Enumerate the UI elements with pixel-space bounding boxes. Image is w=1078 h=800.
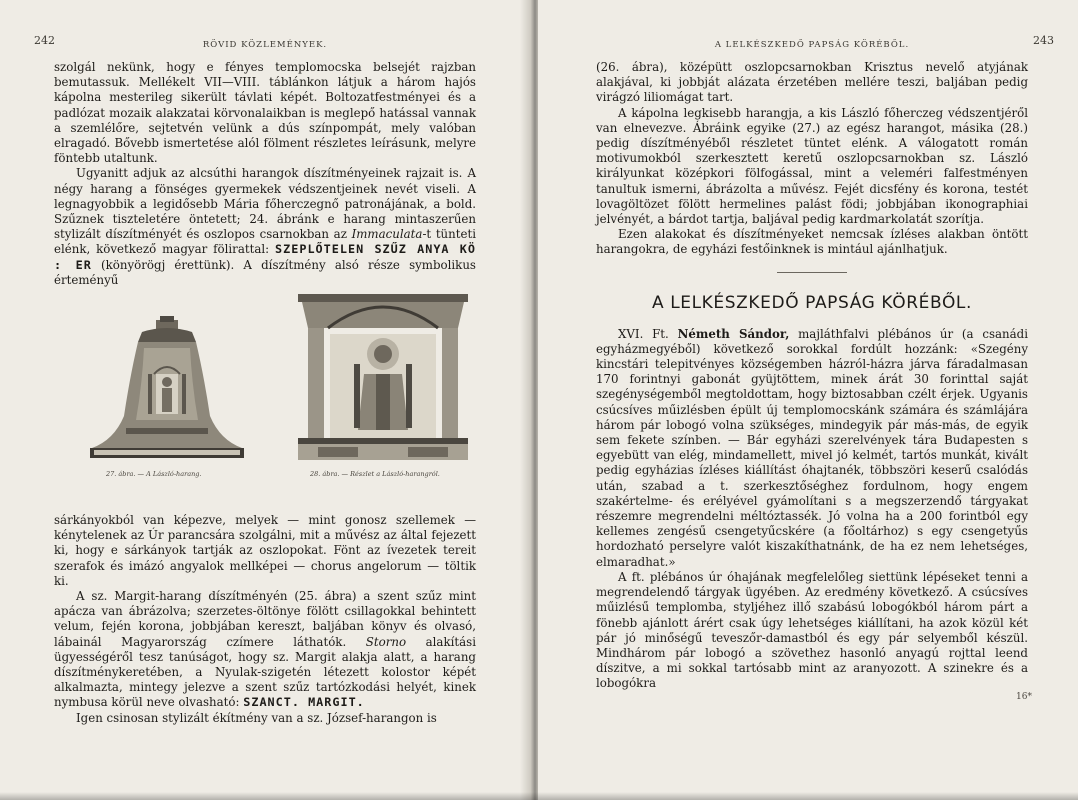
left-paragraph-4-start: A sz. Margit-harang díszítményén (25. ábra) a szent szűz mint apácza van ábrázolva; szerzetes-öltönye fölött csillagokkal behintett velum, fején korona, jobbjában kereszt, baljában könyv és olvasó, lábainál Magyarország czímere láthatók. <box>54 589 476 649</box>
left-paragraph-2-end: (könyörögj érettünk). A díszítmény alsó része symbolikus érteményű <box>54 257 476 287</box>
letter-number: XVI. Ft. <box>618 326 678 341</box>
left-paragraph-2-mid: -t tünteti elénk, következő magyar fölirattal: <box>54 227 476 257</box>
section-heading: A LELKÉSZKEDŐ PAPSÁG KÖRÉBŐL. <box>651 292 973 313</box>
left-paragraph-3: sárkányokból van képezve, melyek — mint gonosz szellemek — kénytelenek az Úr parancsára szolgálni, mit a művész az által fejezett ki, hogy e sárkányok tartják az oszlopokat. Fönt az ívezetek tereit szerafok és imázó angyalok mellképei — chorus angelorum — töltik ki. <box>54 513 476 588</box>
figures-block <box>54 294 476 509</box>
left-paragraph-2-start: Ugyanitt adjuk az alcsúthi harangok díszítményeinek rajzait is. A négy harang a fönséges gyermekek védszentjeinek nevét viseli. A legnagyobbik a legidősebb Mária főherczegnő patronájának, a bold. Szűznek tiszteletére öntetett; 24. ábránk e harang mintaszerűen stylizált díszítményét és oszlopos csarnokban az <box>54 166 476 242</box>
figure-27-caption: 27. ábra. — A László-harang. <box>106 470 202 479</box>
right-page-number: 243 <box>1033 34 1054 47</box>
right-paragraph-5: A ft. plébános úr óhajának megfelelőleg siettünk lépéseket tenni a megrendelendő tárgyak ügyében. Az eredmény következő. A csúcsíves műizlésű templomba, styljéhez illő szabású lobogókból három párt a fönebb ajánlott árért csak úgy lehetséges kiállítani, ha azok közül két pár jó minőségű teveszőr-damastból és egy pár selyemből készül. Mindhárom pár lobogó a szövethez hasonló anyagú rojttal leend díszitve, a mi sokkal tartósabb mint az aranyozott. A szinekre és a lobogókra <box>596 569 1028 691</box>
right-running-title: A LELKÉSZKEDŐ PAPSÁG KÖRÉBŐL. <box>714 40 910 50</box>
right-paragraph-2: A kápolna legkisebb harangja, a kis László főherczeg védszentjéről van elnevezve. Ábráink egyike (27.) az egész harangot, másika (28.) pedig díszítményéből részletet tüntet elénk. A válogatott román motivumokból szerkesztett keretű oszlopcsarnokban sz. László királyunkat középkori fölfogással, mint a veleméri falfestményen tanultuk ismerni, ábrázolta a művész. Fejét dicsfény és korona, testét lovagöltözet fölött hermelines palást födi; jobbjában ikonographiai jelvényét, a bárdot tartja, baljával pedig kardmarkolatát szorítja. <box>596 105 1028 227</box>
left-paragraph-2 <box>54 166 476 288</box>
bell-inscription-maria: SZEPLŐTELEN SZŰZ ANYA KÖ : ER <box>54 242 476 272</box>
right-paragraph-4 <box>596 327 1028 570</box>
left-running-title: RÖVID KÖZLEMÉNYEK. <box>202 40 328 50</box>
left-paragraph-1: szolgál nekünk, hogy e fényes templomocska belsejét rajzban bemutassuk. Mellékelt VII—VIII. táblánkon látjuk a három hajós kápolna mesterileg sikerült távlati képét. Boltozatfestményei és a padlózat mozaik alakzatai körvonalaikban is meglepő hatással vannak a szemlélőre, sejtetvén velünk a dús színpompát, mely valóban elragadó. Bővebb ismertetése alól fölment részletes leírásunk, melyre föntebb utaltunk. <box>54 60 476 166</box>
right-paragraph-3: Ezen alakokat és díszítményeket nemcsak ízléses alakban öntött harangokra, de egyházi festőinknek is mintául ajánlhatjuk. <box>596 227 1028 257</box>
bell-inscription-margit: SZANCT. MARGIT. <box>243 695 365 710</box>
right-page <box>538 0 1078 800</box>
figure-bell <box>82 316 252 466</box>
letter-body: majláthfalvi plébános úr (a csanádi egyházmegyéből) következő sorokkal fordúlt hozzánk: «Szegény kincstári telepitvényes községemben házról-házra járva fáradalmasan 170 forintnyi gabonát gyüjtöttem, minek árát 30 forinttal saját szegénységemből megtoldottam, hogy biztosabban czélt érjek. Ugyanis csúcsíves műizlésben épült új templomocskánk számára és számlájára három pár lobogó volna szükséges, mindegyik pár más-más, de egyik sem fekete színben. — Bár egyházi szerelvények tára Budapesten s egyebütt van elég, mindamellett, mivel jó kelmét, tartós munkát, kivált pedig egyházias ízléses kiállítást óhajtanék, többszöri keserű csalódás után, szabad a t. szerkesztőséghez fordulnom, hogy engem szakértelme- és erélyével gyámolítani s a megszerzendő tárgyakat részemre megrendelni méltóztassék. Jó volna ha a 200 forintból egy kellemes zengésű csengetyűcskére (a főoltárhoz) s egy csengetyűs hordozható perselyre valót kiszakíthatnánk, de ha ez nem lehetséges, elmaradhat.» <box>596 326 1028 569</box>
right-running-head <box>596 34 1054 60</box>
left-paragraph-5: Igen csinosan stylizált ékítmény van a sz. József-harangon is <box>76 710 437 725</box>
signature-line <box>596 691 1032 706</box>
left-page <box>0 0 532 800</box>
page-bottom-shadow <box>0 792 1078 800</box>
left-running-head <box>34 34 476 60</box>
priest-name: Németh Sándor, <box>677 326 790 341</box>
storno-italic: Storno <box>365 634 407 649</box>
right-paragraph-1: (26. ábra), középütt oszlopcsarnokban Krisztus nevelő atyjának alakjával, ki jobbját alázata érzetében mellére teszi, baljában pedig virágzó liliomágat tart. <box>596 60 1028 105</box>
signature-mark: 16* <box>1016 691 1032 702</box>
figure-28-caption: 28. ábra. — Részlet a László-harangról. <box>310 470 440 479</box>
left-paragraph-4-mid: alakítási ügyességéről tesz tanúságot, hogy sz. Margit alakja alatt, a harang díszítménykeretében, a Nyulak-szigetén létezett kolostor képét alkalmazta, mintegy jelezve a szent szűz tartózkodási helyét, kinek nymbusa körül neve olvasható: <box>54 634 476 710</box>
left-page-number: 242 <box>34 34 55 47</box>
section-divider <box>777 272 847 273</box>
immaculata-italic: Immaculata <box>351 227 423 242</box>
figure-bell-detail <box>298 294 468 460</box>
left-paragraph-4 <box>54 589 476 711</box>
